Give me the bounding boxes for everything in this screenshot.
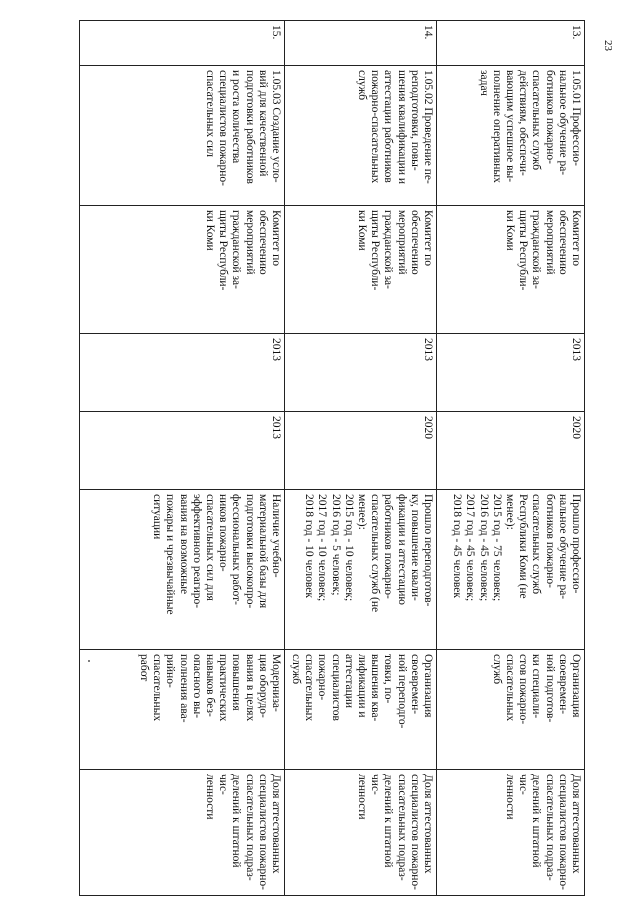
responsible-executor: Комитет по обеспечению мероприятий гражданской за- щиты Республи- ки Коми [80,206,285,334]
end-year: 2013 [80,412,285,490]
table-row [80,21,285,896]
relation-to-goal: Организация своевремен- ной переподго- товки, по- вышения ква- лификации и аттестации специалистов пожарно- спасательных служб [285,650,437,770]
start-year: 2013 [80,334,285,412]
relation-to-goal: Организация своевремен- ной подготов- ки специали- стов пожарно- спасательных служб [437,650,585,770]
page-number: 23 [602,40,614,51]
expected-result: Прошло переподготов- ку, повышение квали- фикации и аттестацию работников пожарно- спасательных служб (не менее): 2015 год - 10 человек; 2016 год - 5 человек; 2017 год - 10 человек; 2018 год - 10 человек [285,490,437,650]
measure-name: 1.05.02 Проведение пе- реподготовки, повы- шения квалификации и аттестации работников пожарно-спасательных служб [285,66,437,206]
target-indicator: Доля аттестованных специалистов пожарно- спасательных подраз- делений к штатной чис- ленности [437,770,585,896]
end-year: 2020 [437,412,585,490]
measure-name: 1.05.03 Создание усло- вий для качественной подготовки работников и роста количества специалистов пожарно- спасательных сил [80,66,285,206]
table-row [285,21,437,896]
end-year: 2020 [285,412,437,490]
row-number: 14. [285,21,437,66]
responsible-executor: Комитет по обеспечению мероприятий гражданской за- щиты Республи- ки Коми [437,206,585,334]
row-number: 13. [437,21,585,66]
expected-result: Наличие учебно- материальной базы для подготовки высокопро- фессиональных работ- ников пожарно- спасательных сил для эффективного реагиро- вания на возможные пожары и чрезвычайные ситуации [80,490,285,650]
responsible-executor: Комитет по обеспечению мероприятий гражданской за- щиты Республи- ки Коми [285,206,437,334]
start-year: 2013 [285,334,437,412]
table-row [437,21,585,896]
target-indicator: Доля аттестованных специалистов пожарно- спасательных подраз- делений к штатной чис- ленности [80,770,285,896]
start-year: 2013 [437,334,585,412]
measures-table-rotated [80,20,585,895]
measure-name: 1.05.01 Профессио- нальное обучение ра- ботников пожарно- спасательных служб действиям, обеспечи- вающим успешное вы- полнение оперативных задач [437,66,585,206]
row-number: 15. [80,21,285,66]
measures-table [79,20,585,896]
relation-to-goal: Модерниза- ция оборудо- вания в целях повышения практических навыков без- опасного вы- полнения ава- рийно- спасательных работ [80,650,285,770]
target-indicator: Доля аттестованных специалистов пожарно- спасательных подраз- делений к штатной чис- ленности [285,770,437,896]
expected-result: Прошло профессио- нальное обучение ра- ботников пожарно- спасательных служб Республики Коми (не менее): 2015 год - 75 человек; 2016 год - 45 человек; 2017 год - 45 человек; 2018 год - 45 человек [437,490,585,650]
